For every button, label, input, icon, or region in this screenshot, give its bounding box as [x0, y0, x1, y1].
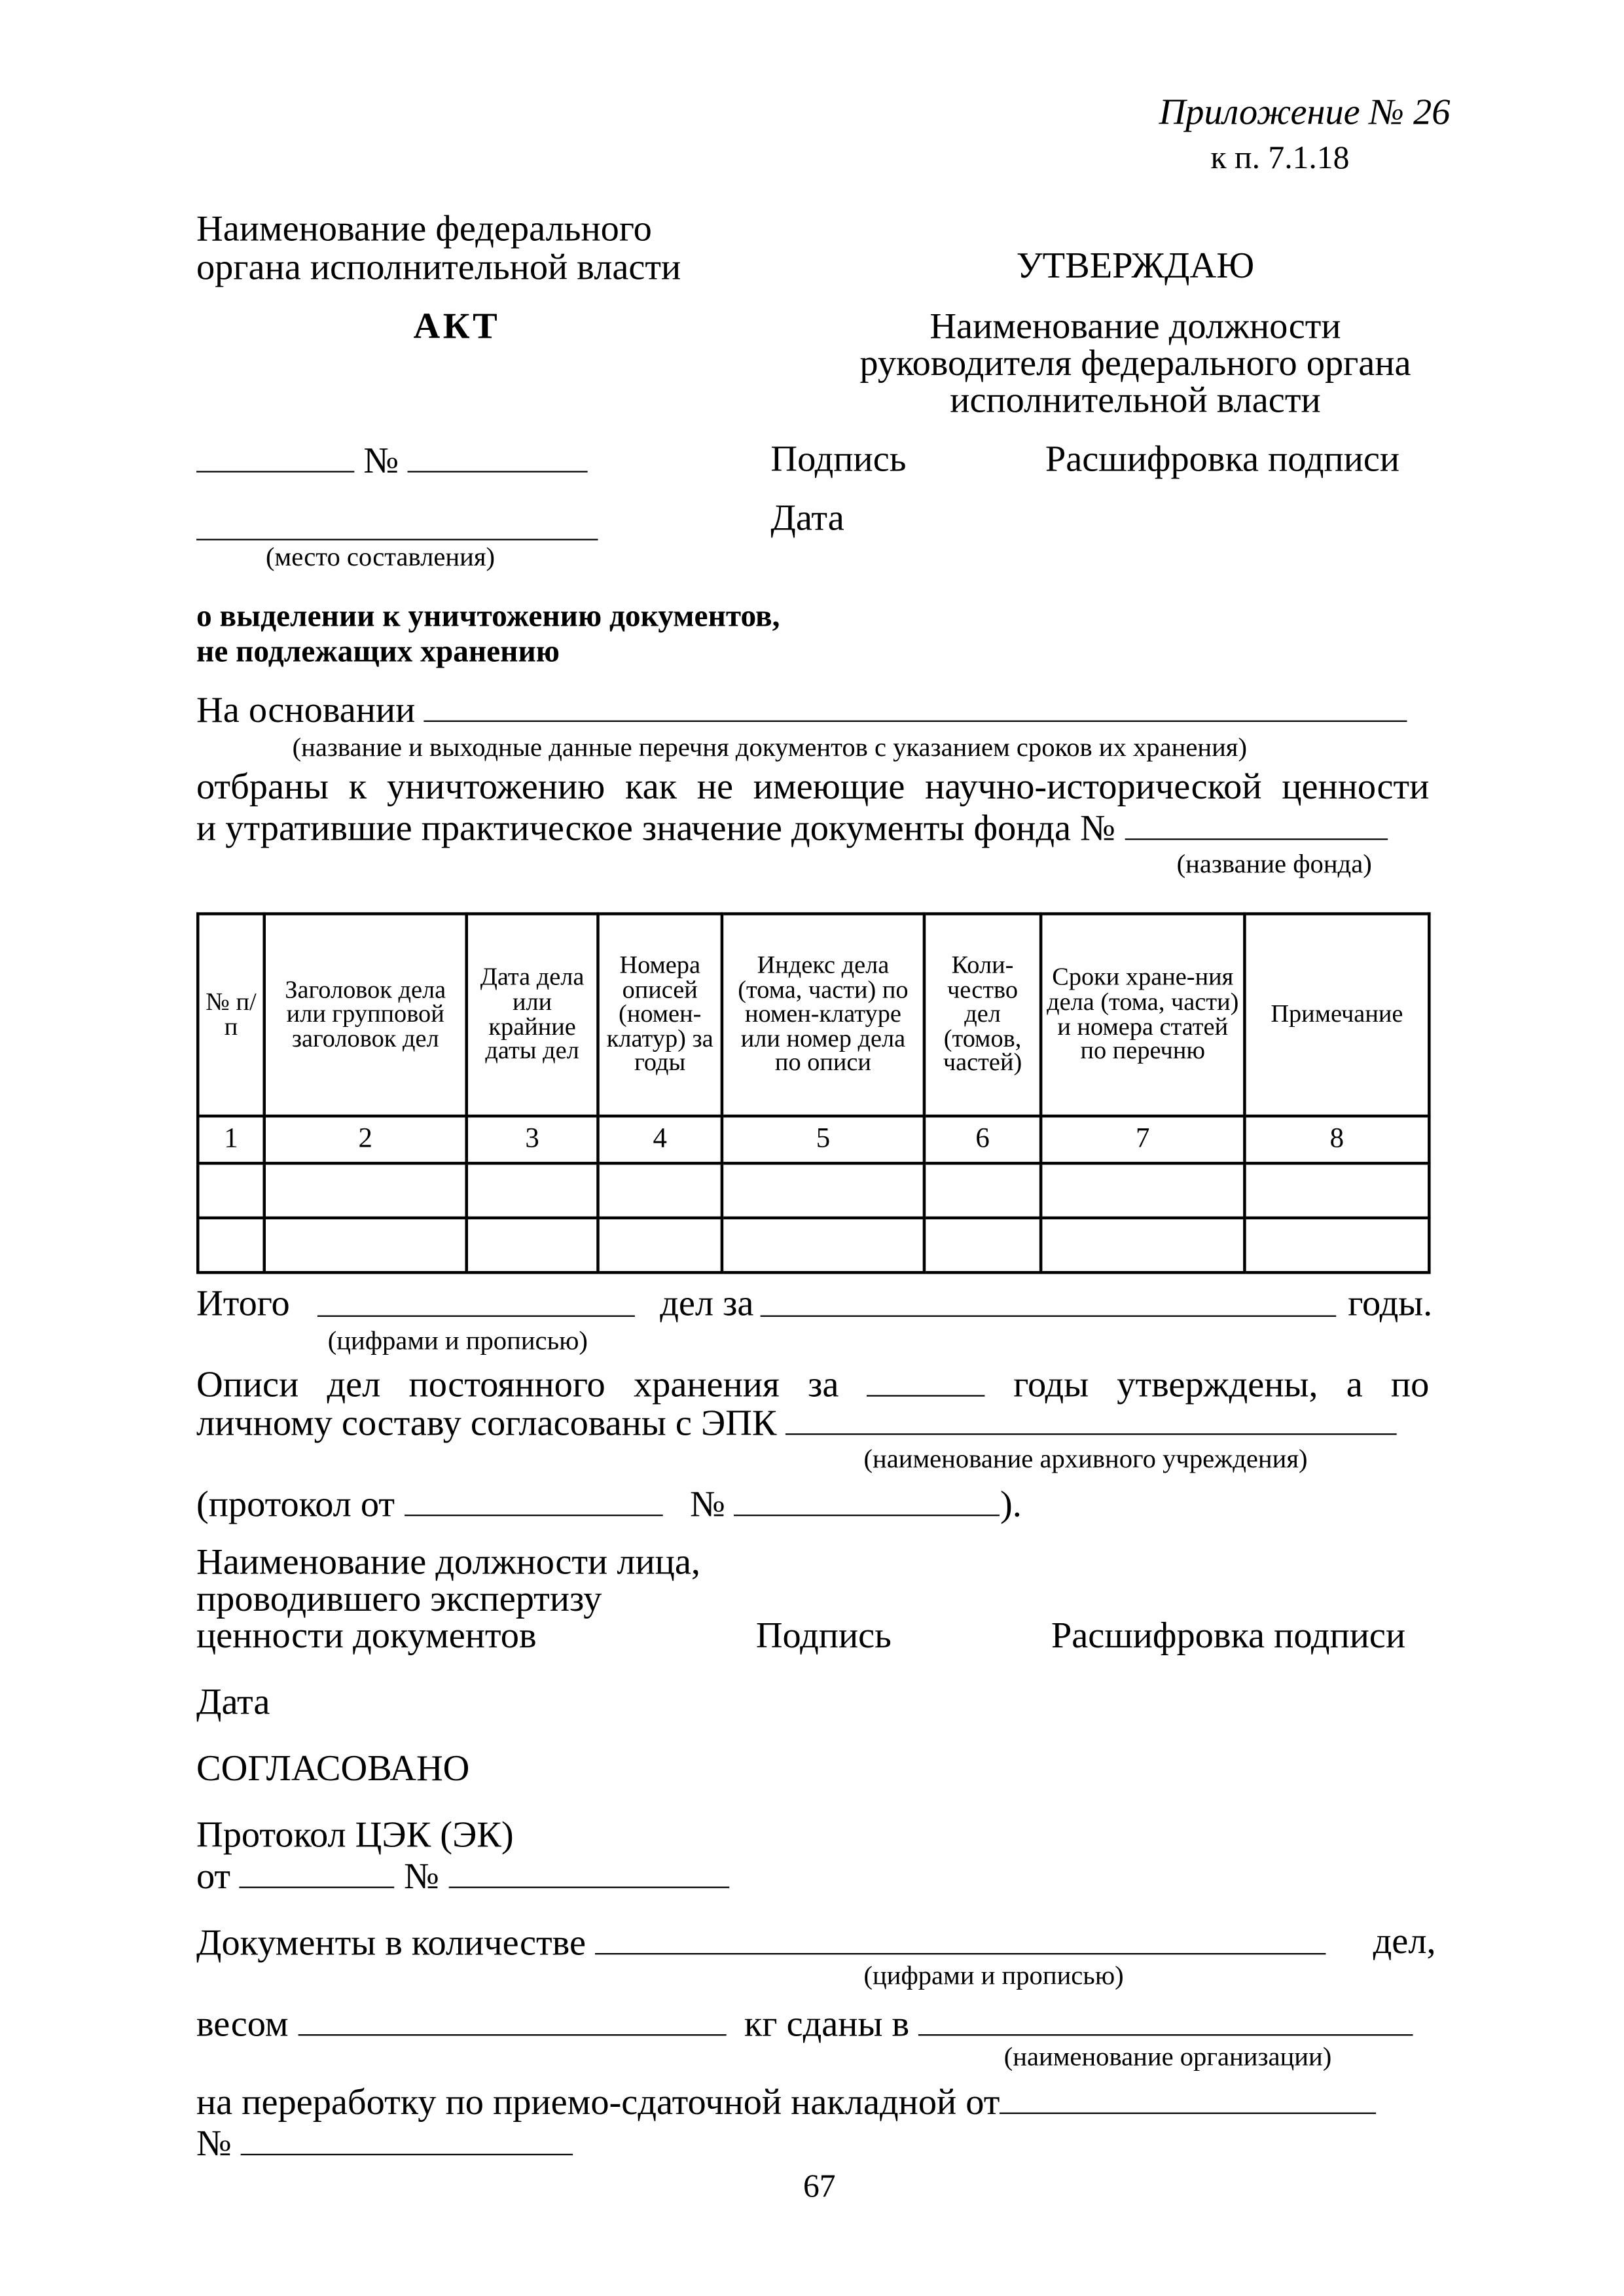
act-title: АКТ: [413, 307, 501, 348]
basis-label: На основании: [196, 691, 416, 731]
table-cell[interactable]: [1041, 1218, 1244, 1272]
table-cell[interactable]: [264, 1163, 467, 1217]
table-row: [198, 1163, 1429, 1217]
place-hint: (место составления): [265, 541, 496, 571]
table-cell[interactable]: [924, 1218, 1041, 1272]
total-count-field[interactable]: [317, 1286, 635, 1317]
table-cell[interactable]: [1041, 1163, 1244, 1217]
header-cell: Индекс дела (тома, части) по номен-клатуре или номер дела по описи: [722, 914, 924, 1116]
invoice-number-field[interactable]: [241, 2125, 573, 2155]
docs-end: дел,: [1373, 1922, 1436, 1962]
number-cell: 7: [1041, 1116, 1244, 1163]
kg-label: кг сданы в: [744, 2004, 910, 2045]
invoice-number-row: [196, 2125, 573, 2163]
number-cell: 6: [924, 1116, 1041, 1163]
weight-row: [196, 2005, 1413, 2043]
table-cell[interactable]: [722, 1218, 924, 1272]
protocol-row: [196, 1485, 1022, 1524]
agreed-protocol-row: [196, 1857, 729, 1895]
weight-label: весом: [196, 2004, 289, 2045]
number-sign: №: [363, 441, 399, 482]
basis-hint: (название и выходные данные перечня документов с указанием сроков их хранения): [292, 732, 1248, 762]
table-cell[interactable]: [264, 1218, 467, 1272]
organization-field[interactable]: [918, 2005, 1413, 2036]
basis-line-2: и утратившие практическое значение документы фонда №: [196, 809, 1115, 849]
docs-count-field[interactable]: [595, 1924, 1326, 1954]
epk-field[interactable]: [786, 1404, 1398, 1435]
approve-title: УТВЕРЖДАЮ: [1016, 246, 1255, 287]
protocol-label: (протокол от: [196, 1485, 395, 1525]
inventory-line-2-row: [196, 1404, 1397, 1443]
protocol-end: ).: [1000, 1485, 1022, 1525]
number-cell: 5: [722, 1116, 924, 1163]
weight-field[interactable]: [298, 2005, 726, 2036]
number-cell: 8: [1244, 1116, 1429, 1163]
act-subject-2: не подлежащих хранению: [196, 633, 560, 669]
fund-hint: (название фонда): [1176, 848, 1372, 879]
approve-position-1: Наименование должности: [929, 307, 1341, 348]
basis-row: [196, 691, 1408, 730]
act-number-field[interactable]: [408, 441, 588, 472]
agreed-date-field[interactable]: [240, 1857, 395, 1888]
table-cell[interactable]: [467, 1163, 598, 1217]
page-number: 67: [803, 2167, 836, 2204]
expert-decode-label: Расшифровка подписи: [1051, 1616, 1406, 1657]
number-sign: №: [196, 2124, 232, 2164]
expert-line-3: ценности документов: [196, 1616, 537, 1657]
table-header-row: [198, 914, 1429, 1116]
number-sign: №: [404, 1857, 439, 1897]
agreed-title: СОГЛАСОВАНО: [196, 1749, 470, 1789]
recycle-row: [196, 2083, 1377, 2122]
table-cell[interactable]: [198, 1218, 264, 1272]
total-hint: (цифрами и прописью): [327, 1325, 588, 1355]
agreed-number-field[interactable]: [448, 1857, 729, 1888]
from-label: от: [196, 1857, 231, 1897]
org-line-1: Наименование федерального: [196, 209, 652, 250]
approve-position-3: исполнительной власти: [950, 380, 1321, 421]
basis-line-1: отбраны к уничтожению как не имеющие научно-исторической ценности: [196, 767, 1430, 808]
total-years-field[interactable]: [761, 1286, 1337, 1317]
protocol-date-field[interactable]: [404, 1485, 662, 1516]
header-cell: Номера описей (номен-клатур) за годы: [598, 914, 721, 1116]
act-date-field[interactable]: [196, 441, 354, 472]
expert-line-2: проводившего экспертизу: [196, 1579, 602, 1620]
docs-hint: (цифрами и прописью): [863, 1960, 1124, 1990]
table-cell[interactable]: [1244, 1163, 1429, 1217]
table-cell[interactable]: [598, 1163, 721, 1217]
expert-signature-label: Подпись: [755, 1616, 892, 1657]
number-cell: 3: [467, 1116, 598, 1163]
act-number-row: [196, 441, 588, 480]
approve-decode-label: Расшифровка подписи: [1045, 440, 1400, 480]
header-cell: Дата дела или крайние даты дел: [467, 914, 598, 1116]
total-mid: дел за: [660, 1284, 754, 1325]
approve-signature-label: Подпись: [770, 440, 907, 480]
protocol-number-field[interactable]: [734, 1485, 1000, 1516]
table-number-row: [198, 1116, 1429, 1163]
inventory-years-field[interactable]: [867, 1365, 985, 1396]
inventory-text-b: годы утверждены, а по: [1013, 1365, 1430, 1406]
act-subject-1: о выделении к уничтожению документов,: [196, 598, 780, 634]
table-cell[interactable]: [924, 1163, 1041, 1217]
table-cell[interactable]: [198, 1163, 264, 1217]
number-cell: 4: [598, 1116, 721, 1163]
total-end: годы.: [1348, 1284, 1433, 1325]
table-cell[interactable]: [467, 1218, 598, 1272]
header-cell: № п/п: [198, 914, 264, 1116]
appendix-title: Приложение № 26: [1159, 93, 1451, 133]
basis-field[interactable]: [424, 691, 1407, 722]
documents-table: [196, 912, 1431, 1274]
org-line-2: органа исполнительной власти: [196, 247, 681, 288]
inventory-line-2: личному составу согласованы с ЭПК: [196, 1403, 777, 1444]
place-field[interactable]: [196, 509, 598, 540]
expert-line-1: Наименование должности лица,: [196, 1542, 700, 1583]
table-cell[interactable]: [1244, 1218, 1429, 1272]
invoice-date-field[interactable]: [1000, 2083, 1376, 2114]
table-cell[interactable]: [598, 1218, 721, 1272]
inventory-line-1: [196, 1365, 1429, 1404]
inventory-hint: (наименование архивного учреждения): [863, 1443, 1308, 1473]
fund-number-field[interactable]: [1125, 809, 1387, 840]
appendix-ref: к п. 7.1.18: [1210, 139, 1350, 176]
header-cell: Примечание: [1244, 914, 1429, 1116]
approve-date-label: Дата: [770, 499, 844, 539]
docs-label: Документы в количестве: [196, 1923, 586, 1964]
number-cell: 2: [264, 1116, 467, 1163]
number-cell: 1: [198, 1116, 264, 1163]
inventory-text-a: Описи дел постоянного хранения за: [196, 1365, 839, 1406]
agreed-protocol: Протокол ЦЭК (ЭК): [196, 1816, 514, 1856]
docs-count-row: [196, 1924, 1326, 1962]
total-label: Итого: [196, 1284, 290, 1325]
approve-position-2: руководителя федерального органа: [859, 344, 1411, 384]
organization-hint: (наименование организации): [1003, 2041, 1332, 2072]
number-sign: №: [690, 1485, 725, 1525]
recycle-label: на переработку по приемо-сдаточной накладной от: [196, 2083, 1000, 2123]
header-cell: Коли-чество дел (томов, частей): [924, 914, 1041, 1116]
table-row: [198, 1218, 1429, 1272]
header-cell: Заголовок дела или групповой заголовок дел: [264, 914, 467, 1116]
header-cell: Сроки хране-ния дела (тома, части) и номера статей по перечню: [1041, 914, 1244, 1116]
table-cell[interactable]: [722, 1163, 924, 1217]
expert-date-label: Дата: [196, 1683, 270, 1723]
basis-line-2-row: [196, 809, 1388, 848]
